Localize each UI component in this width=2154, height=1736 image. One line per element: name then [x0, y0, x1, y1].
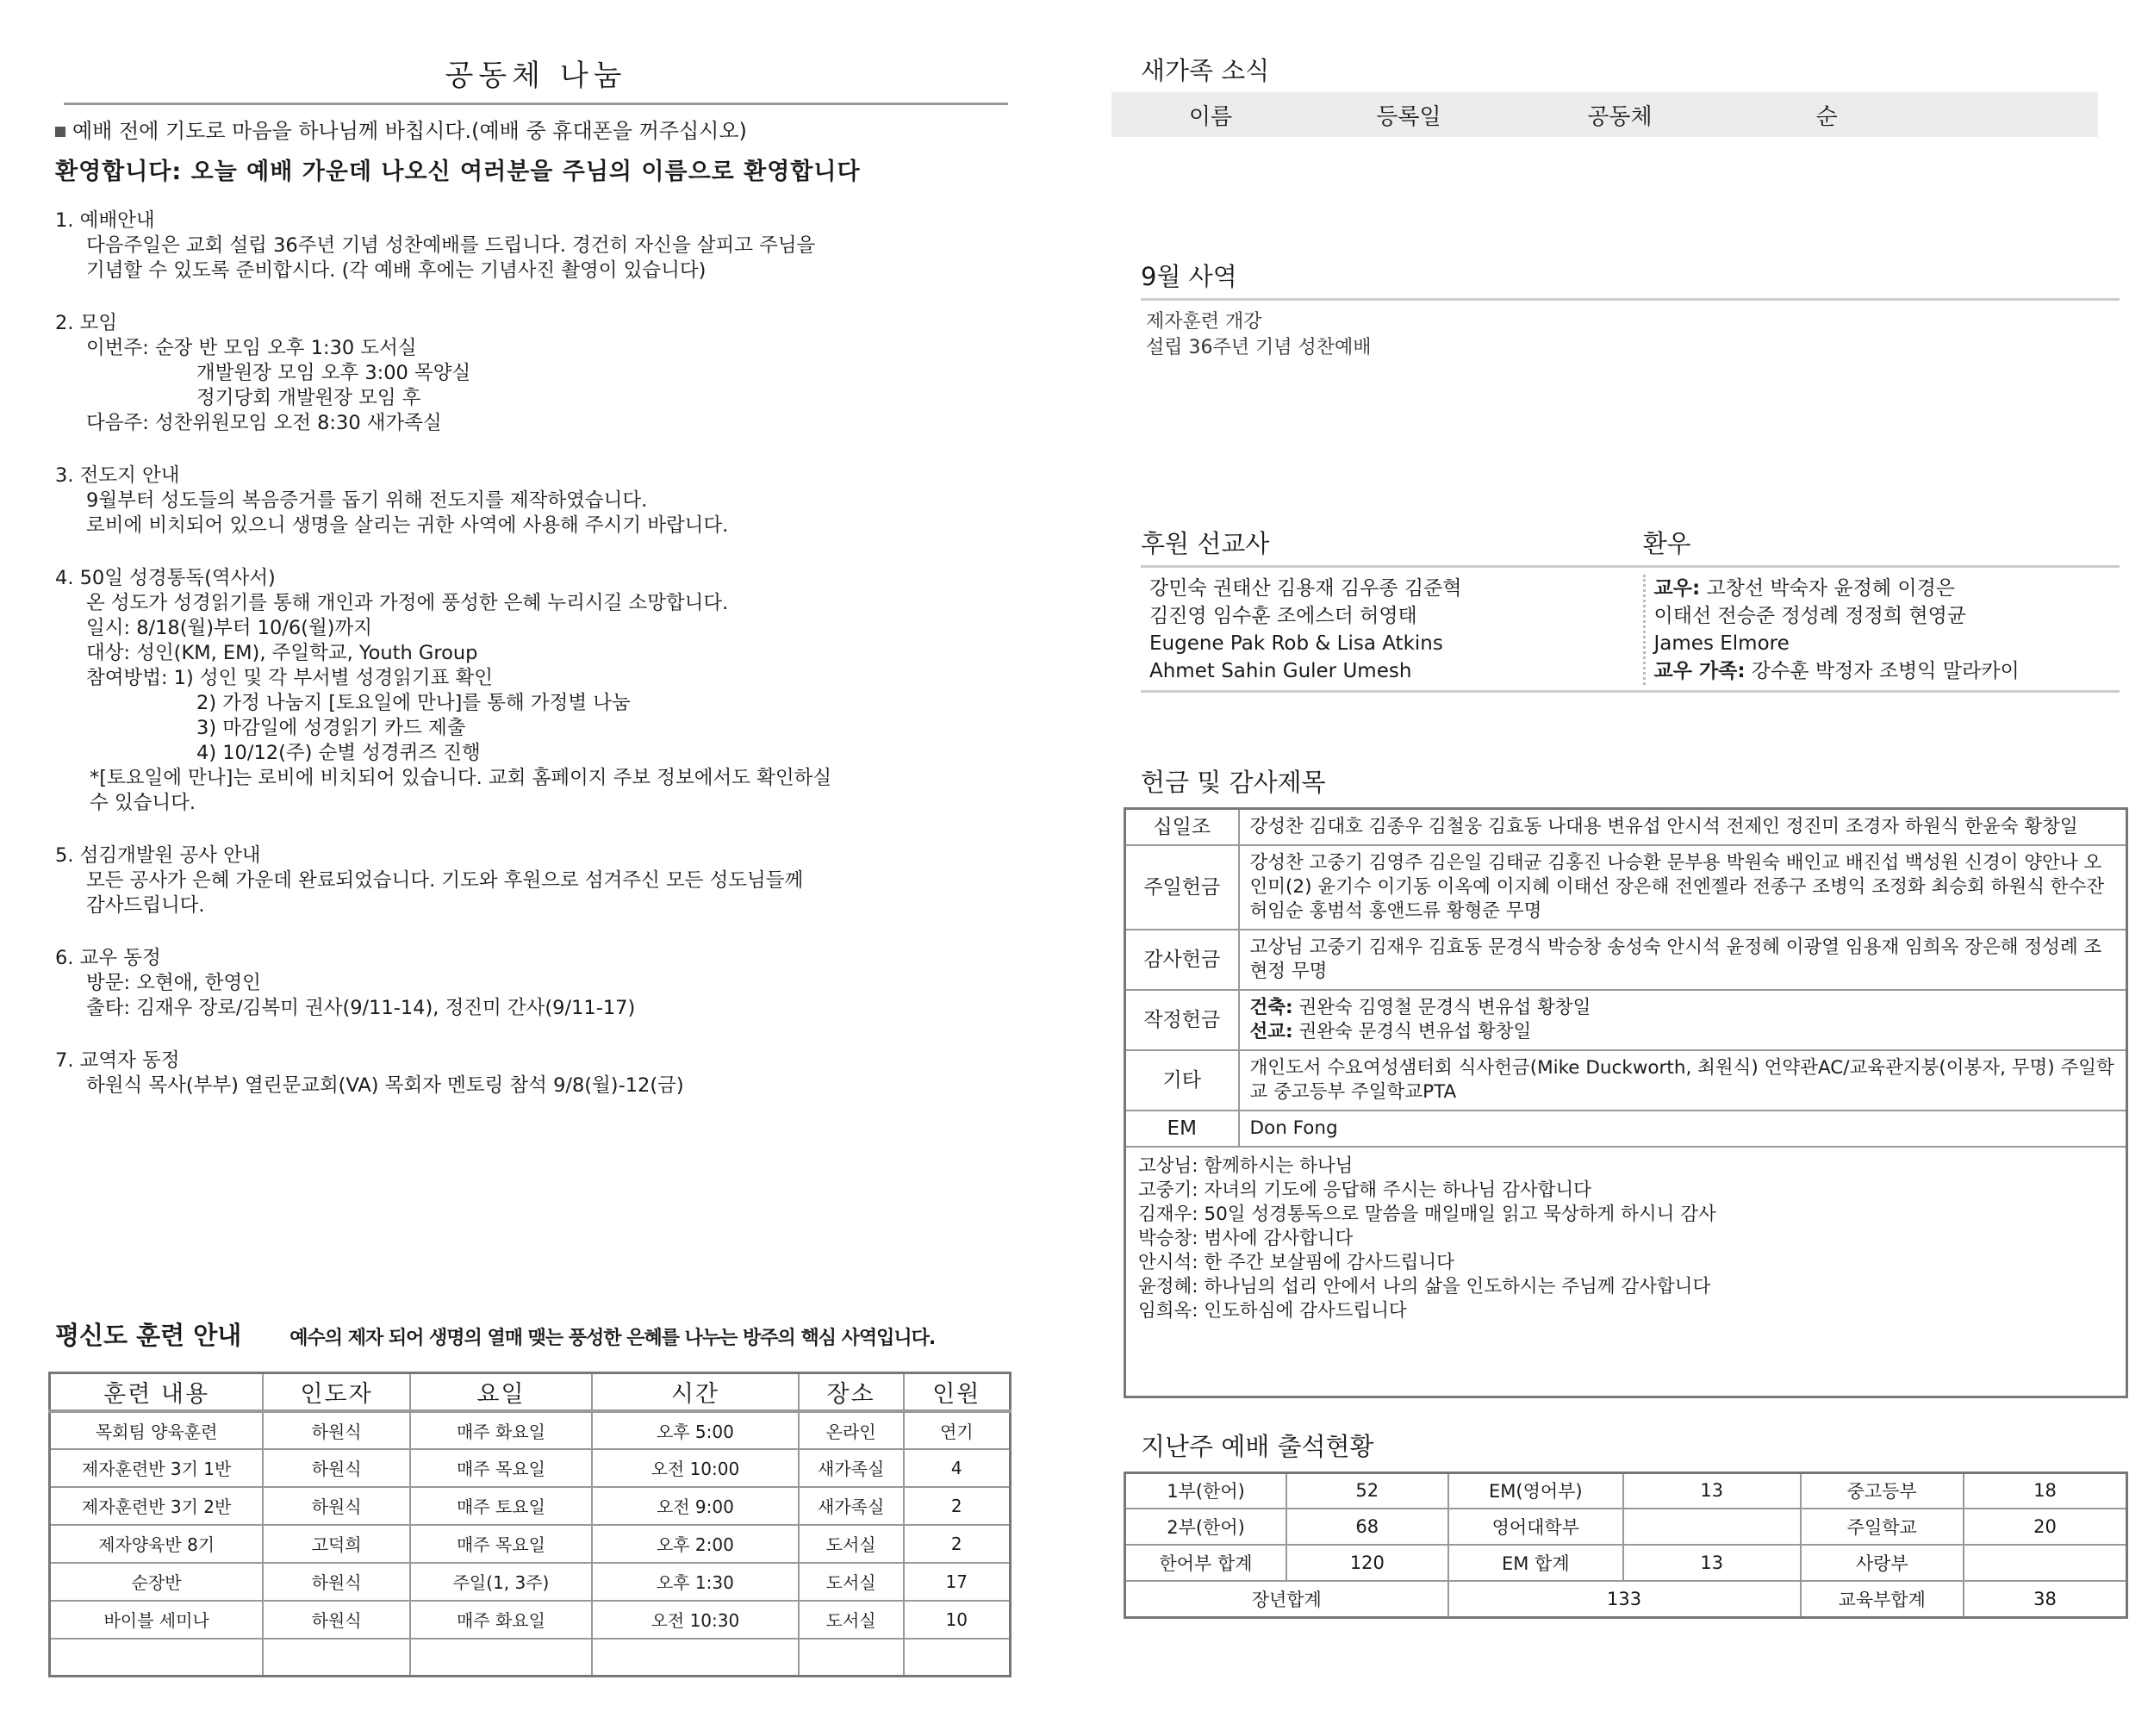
table-cell: 중고등부: [1801, 1472, 1964, 1509]
column-header: 이름: [1188, 103, 1233, 130]
column-header: 시간: [592, 1373, 799, 1411]
column-header: 장소: [799, 1373, 904, 1411]
table-cell: 68: [1286, 1509, 1448, 1545]
announcement-line: 일시: 8/18(월)부터 10/6(월)까지: [86, 617, 372, 639]
table-row: [1125, 809, 2127, 846]
friends-label: 교우 가족:: [1653, 660, 1746, 682]
table-cell: 연기: [904, 1411, 1011, 1449]
missionary-line: Ahmet Sahin Guler Umesh: [1149, 660, 1412, 682]
announcement-line: 온 성도가 성경읽기를 통해 개인과 가정에 풍성한 은혜 누리시길 소망합니다.: [86, 592, 729, 614]
offering-label: 십일조: [1125, 809, 1239, 846]
announcement-line: 로비에 비치되어 있으니 생명을 살리는 귀한 사역에 사용해 주시기 바랍니다.: [86, 514, 729, 537]
offering-value: 고상님 고중기 김재우 김효동 문경식 박승창 송성숙 안시석 윤정혜 이광열 임용재 임희옥 장은해 정성례 조현정 무명: [1239, 930, 2127, 990]
announcement-4: [55, 566, 1017, 816]
welcome-text: 환영합니다: 오늘 예배 가운데 나오신 여러분을 주님의 이름으로 환영합니다: [55, 159, 861, 185]
announcement-heading: 5. 섬김개발원 공사 안내: [55, 844, 261, 867]
announcement-heading: 7. 교역자 동정: [55, 1049, 180, 1072]
table-cell: [410, 1639, 592, 1677]
table-cell: 오전 10:30: [592, 1601, 799, 1639]
table-row: [1125, 1472, 2127, 1509]
table-row: [50, 1525, 1011, 1563]
right-column: [1111, 52, 2120, 1619]
table-cell: 10: [904, 1601, 1011, 1639]
newfamily-header: [1111, 92, 2098, 137]
table-cell: 주일(1, 3주): [410, 1563, 592, 1601]
announcement-3: [55, 464, 1017, 538]
missionary-title: 후원 선교사: [1141, 529, 1270, 558]
table-cell: 고덕희: [263, 1525, 410, 1563]
table-row: [1125, 930, 2127, 990]
page-title: 공동체 나눔: [64, 52, 1008, 105]
announcement-line: 기념할 수 있도록 준비합시다. (각 예배 후에는 기념사진 촬영이 있습니다): [86, 259, 707, 282]
thanks-line: 박승창: 범사에 감사합니다: [1138, 1228, 1354, 1249]
friends-line: James Elmore: [1653, 632, 1790, 655]
table-row: [1125, 1545, 2127, 1581]
training-subtitle: 예수의 제자 되어 생명의 열매 맺는 풍성한 은혜를 나누는 방주의 핵심 사역입니다.: [289, 1328, 936, 1349]
announcement-1: [55, 208, 1017, 283]
table-cell: 4: [904, 1449, 1011, 1487]
table-cell: 17: [904, 1563, 1011, 1601]
friends-line: 고창선 박숙자 윤정혜 이경은: [1700, 577, 1956, 600]
table-cell: 2: [904, 1487, 1011, 1525]
table-cell: 38: [1964, 1581, 2127, 1617]
announcement-line: 4) 10/12(주) 순별 성경퀴즈 진행: [196, 742, 481, 764]
announcement-line: 정기당회 개발원장 모임 후: [196, 387, 421, 409]
announcement-7: [55, 1048, 1017, 1098]
table-row: [1125, 1050, 2127, 1111]
offering-value: [1239, 990, 2127, 1050]
table-cell: 오전 10:00: [592, 1449, 799, 1487]
table-row: [50, 1487, 1011, 1525]
table-cell: 도서실: [799, 1525, 904, 1563]
table-cell: 매주 목요일: [410, 1449, 592, 1487]
thanks-notes: [1125, 1147, 2127, 1397]
thanks-line: 임희옥: 인도하심에 감사드립니다: [1138, 1300, 1407, 1322]
column-header: 순: [1815, 103, 1838, 130]
table-row: [50, 1601, 1011, 1639]
announcement-line: 다음주: 성찬위원모임 오전 8:30 새가족실: [86, 412, 442, 434]
table-cell: 하원식: [263, 1411, 410, 1449]
column-header: 요일: [410, 1373, 592, 1411]
table-cell: 교육부합계: [1801, 1581, 1964, 1617]
mission-label: 선교:: [1249, 1021, 1293, 1042]
offering-label: 기타: [1125, 1050, 1239, 1111]
table-cell: 매주 목요일: [410, 1525, 592, 1563]
table-cell: 오후 5:00: [592, 1411, 799, 1449]
announcement-line: 출타: 김재우 장로/김복미 권사(9/11-14), 정진미 간사(9/11-17): [86, 997, 636, 1019]
table-cell: 새가족실: [799, 1449, 904, 1487]
table-cell: EM 합계: [1448, 1545, 1624, 1581]
offering-value: 강성찬 고중기 김영주 김은일 김태균 김홍진 나승환 문부용 박원숙 배인교 배진섭 백성원 신경이 양안나 오인미(2) 윤기수 이기동 이옥예 이지혜 이태선 장은해 전엔젤라 전종구 조병익 조정화 최승회 하원식 한수잔 허임순 홍범석 홍앤드류 황형준 무명: [1239, 845, 2127, 930]
column-header: 공동체: [1587, 103, 1653, 130]
table-row: [50, 1449, 1011, 1487]
table-cell: 13: [1623, 1545, 1800, 1581]
announcement-line: 3) 마감일에 성경읽기 카드 제출: [196, 717, 466, 739]
announcement-5: [55, 843, 1017, 918]
table-cell: 제자훈련반 3기 2반: [50, 1487, 264, 1525]
table-cell: [904, 1639, 1011, 1677]
divider: [1141, 298, 2120, 301]
table-row: [1125, 1509, 2127, 1545]
missionary-line: 강민숙 권태산 김용재 김우종 김준혁: [1149, 577, 1462, 600]
table-cell: 18: [1964, 1472, 2127, 1509]
offering-table: [1124, 807, 2128, 1398]
table-cell: 120: [1286, 1545, 1448, 1581]
table-row: [1125, 1581, 2127, 1617]
friends-label: 교우:: [1653, 577, 1701, 600]
table-cell: [799, 1639, 904, 1677]
table-cell: 52: [1286, 1472, 1448, 1509]
table-cell: 도서실: [799, 1563, 904, 1601]
thanks-line: 김재우: 50일 성경통독으로 말씀을 매일매일 읽고 묵상하게 하시니 감사: [1138, 1204, 1716, 1225]
announcement-line: 다음주일은 교회 설립 36주년 기념 성찬예배를 드립니다. 경건히 자신을 살피고 주님을: [86, 234, 816, 257]
square-bullet-icon: [55, 127, 65, 137]
column-header: 훈련 내용: [50, 1373, 264, 1411]
announcement-heading: 2. 모임: [55, 312, 118, 334]
build-label: 건축:: [1249, 997, 1293, 1018]
table-row: [50, 1411, 1011, 1449]
table-cell: 사랑부: [1801, 1545, 1964, 1581]
table-cell: 하원식: [263, 1563, 410, 1601]
training-header: [55, 1316, 1017, 1352]
table-cell: 새가족실: [799, 1487, 904, 1525]
table-cell: 온라인: [799, 1411, 904, 1449]
announcement-note: 수 있습니다.: [90, 792, 196, 814]
table-cell: 바이블 세미나: [50, 1601, 264, 1639]
training-title: 평신도 훈련 안내: [55, 1321, 242, 1350]
missionary-line: 김진영 임수훈 조에스더 허영태: [1149, 605, 1417, 627]
mission-value: 권완숙 문경식 변유섭 황창일: [1292, 1021, 1532, 1042]
announcement-heading: 6. 교우 동정: [55, 947, 161, 969]
missionary-line: Eugene Pak Rob & Lisa Atkins: [1149, 632, 1443, 655]
announcement-heading: 3. 전도지 안내: [55, 464, 180, 487]
missionary-section: [1141, 525, 2120, 693]
thanks-line: 안시석: 한 주간 보살핌에 감사드립니다: [1138, 1252, 1454, 1273]
table-cell: [263, 1639, 410, 1677]
offering-title: 헌금 및 감사제목: [1141, 768, 1326, 797]
column-header: 인원: [904, 1373, 1011, 1411]
announcement-line: 하원식 목사(부부) 열린문교회(VA) 목회자 멘토링 참석 9/8(월)-12(금): [86, 1074, 684, 1097]
offering-label: 감사헌금: [1125, 930, 1239, 990]
table-cell: 제자양육반 8기: [50, 1525, 264, 1563]
table-cell: 매주 화요일: [410, 1411, 592, 1449]
friends-title: 환우: [1642, 529, 1691, 558]
announcement-6: [55, 946, 1017, 1021]
offering-label: EM: [1125, 1111, 1239, 1147]
offering-value: 개인도서 수요여성샘터회 식사헌금(Mike Duckworth, 최원식) 언약관AC/교육관지붕(이봉자, 무명) 주일학교 중고등부 주일학교PTA: [1239, 1050, 2127, 1111]
september-item: 설립 36주년 기념 성찬예배: [1146, 337, 1372, 358]
table-cell: 1부(한어): [1125, 1472, 1287, 1509]
newfamily-title: 새가족 소식: [1141, 56, 1270, 85]
table-cell: [1623, 1509, 1800, 1545]
table-cell: 매주 화요일: [410, 1601, 592, 1639]
friends-line: 이태선 전승준 정성례 정정희 현영균: [1653, 605, 1967, 627]
table-cell: 하원식: [263, 1601, 410, 1639]
table-header-row: [50, 1373, 1011, 1411]
table-cell: 장년합계: [1125, 1581, 1448, 1617]
table-cell: 제자훈련반 3기 1반: [50, 1449, 264, 1487]
table-row: [50, 1639, 1011, 1677]
announcement-line: 대상: 성인(KM, EM), 주일학교, Youth Group: [86, 642, 478, 664]
announcement-line: 개발원장 모임 오후 3:00 목양실: [196, 362, 471, 384]
attendance-title: 지난주 예배 출석현황: [1141, 1431, 1374, 1461]
table-row: [1125, 1111, 2127, 1147]
thanks-line: 윤정혜: 하나님의 섭리 안에서 나의 삶을 인도하시는 주님께 감사합니다: [1138, 1276, 1711, 1297]
september-item: 제자훈련 개강: [1146, 311, 1262, 333]
intro-text: 예배 전에 기도로 마음을 하나님께 바칩시다.(예배 중 휴대폰을 꺼주십시오): [72, 119, 747, 143]
friends-list: [1643, 575, 2120, 685]
table-cell: 주일학교: [1801, 1509, 1964, 1545]
september-section: [1141, 258, 2120, 361]
table-cell: 한어부 합계: [1125, 1545, 1287, 1581]
intro-line: [55, 114, 1017, 144]
table-cell: 13: [1623, 1472, 1800, 1509]
table-cell: [592, 1639, 799, 1677]
table-cell: 오후 2:00: [592, 1525, 799, 1563]
offering-label: 주일헌금: [1125, 845, 1239, 930]
thanks-line: 고상님: 함께하시는 하나님: [1138, 1155, 1354, 1177]
table-cell: 하원식: [263, 1449, 410, 1487]
offering-value: Don Fong: [1239, 1111, 2127, 1147]
announcement-line: 참여방법: 1) 성인 및 각 부서별 성경읽기표 확인: [86, 667, 493, 689]
left-column: [55, 52, 1017, 1098]
divider: [1141, 690, 2120, 693]
table-cell: 영어대학부: [1448, 1509, 1624, 1545]
friends-line: 강수훈 박정자 조병익 말라카이: [1745, 660, 2020, 682]
announcement-line: 모든 공사가 은혜 가운데 완료되었습니다. 기도와 후원으로 섬겨주신 모든 성도님들께: [86, 869, 804, 892]
build-value: 권완숙 김영철 문경식 변유섭 황창일: [1292, 997, 1591, 1018]
training-table: [48, 1372, 1012, 1677]
table-cell: 하원식: [263, 1487, 410, 1525]
table-row: [1125, 1147, 2127, 1397]
table-cell: EM(영어부): [1448, 1472, 1624, 1509]
column-header: 등록일: [1376, 103, 1441, 130]
table-cell: 오후 1:30: [592, 1563, 799, 1601]
table-cell: 오전 9:00: [592, 1487, 799, 1525]
table-row: [1125, 990, 2127, 1050]
announcement-note: *[토요일에 만나]는 로비에 비치되어 있습니다. 교회 홈페이지 주보 정보에서도 확인하실: [90, 767, 832, 789]
announcement-line: 2) 가정 나눔지 [토요일에 만나]를 통해 가정별 나눔: [196, 692, 631, 714]
announcement-line: 이번주: 순장 반 모임 오후 1:30 도서실: [86, 337, 417, 359]
september-title: 9월 사역: [1141, 262, 1237, 291]
table-row: [50, 1563, 1011, 1601]
offering-label: 작정헌금: [1125, 990, 1239, 1050]
table-cell: 도서실: [799, 1601, 904, 1639]
table-cell: [1964, 1545, 2127, 1581]
announcement-line: 감사드립니다.: [86, 894, 205, 917]
table-cell: 2: [904, 1525, 1011, 1563]
column-header: 인도자: [263, 1373, 410, 1411]
announcement-line: 9월부터 성도들의 복음증거를 돕기 위해 전도지를 제작하였습니다.: [86, 489, 648, 512]
table-cell: 목회팀 양육훈련: [50, 1411, 264, 1449]
announcement-heading: 1. 예배안내: [55, 209, 155, 232]
announcement-line: 방문: 오현애, 한영인: [86, 972, 261, 994]
missionary-list: [1141, 575, 1643, 685]
table-cell: 매주 토요일: [410, 1487, 592, 1525]
table-row: [1125, 845, 2127, 930]
offering-value: 강성찬 김대호 김종우 김철웅 김효동 나대용 변유섭 안시석 전제인 정진미 조경자 하원식 한윤숙 황창일: [1239, 809, 2127, 846]
thanks-line: 고중기: 자녀의 기도에 응답해 주시는 하나님 감사합니다: [1138, 1179, 1591, 1201]
attendance-table: [1124, 1472, 2128, 1619]
table-cell: 순장반: [50, 1563, 264, 1601]
table-cell: 2부(한어): [1125, 1509, 1287, 1545]
announcement-2: [55, 311, 1017, 436]
table-cell: 133: [1448, 1581, 1801, 1617]
announcement-heading: 4. 50일 성경통독(역사서): [55, 567, 276, 589]
table-cell: [50, 1639, 264, 1677]
table-cell: 20: [1964, 1509, 2127, 1545]
